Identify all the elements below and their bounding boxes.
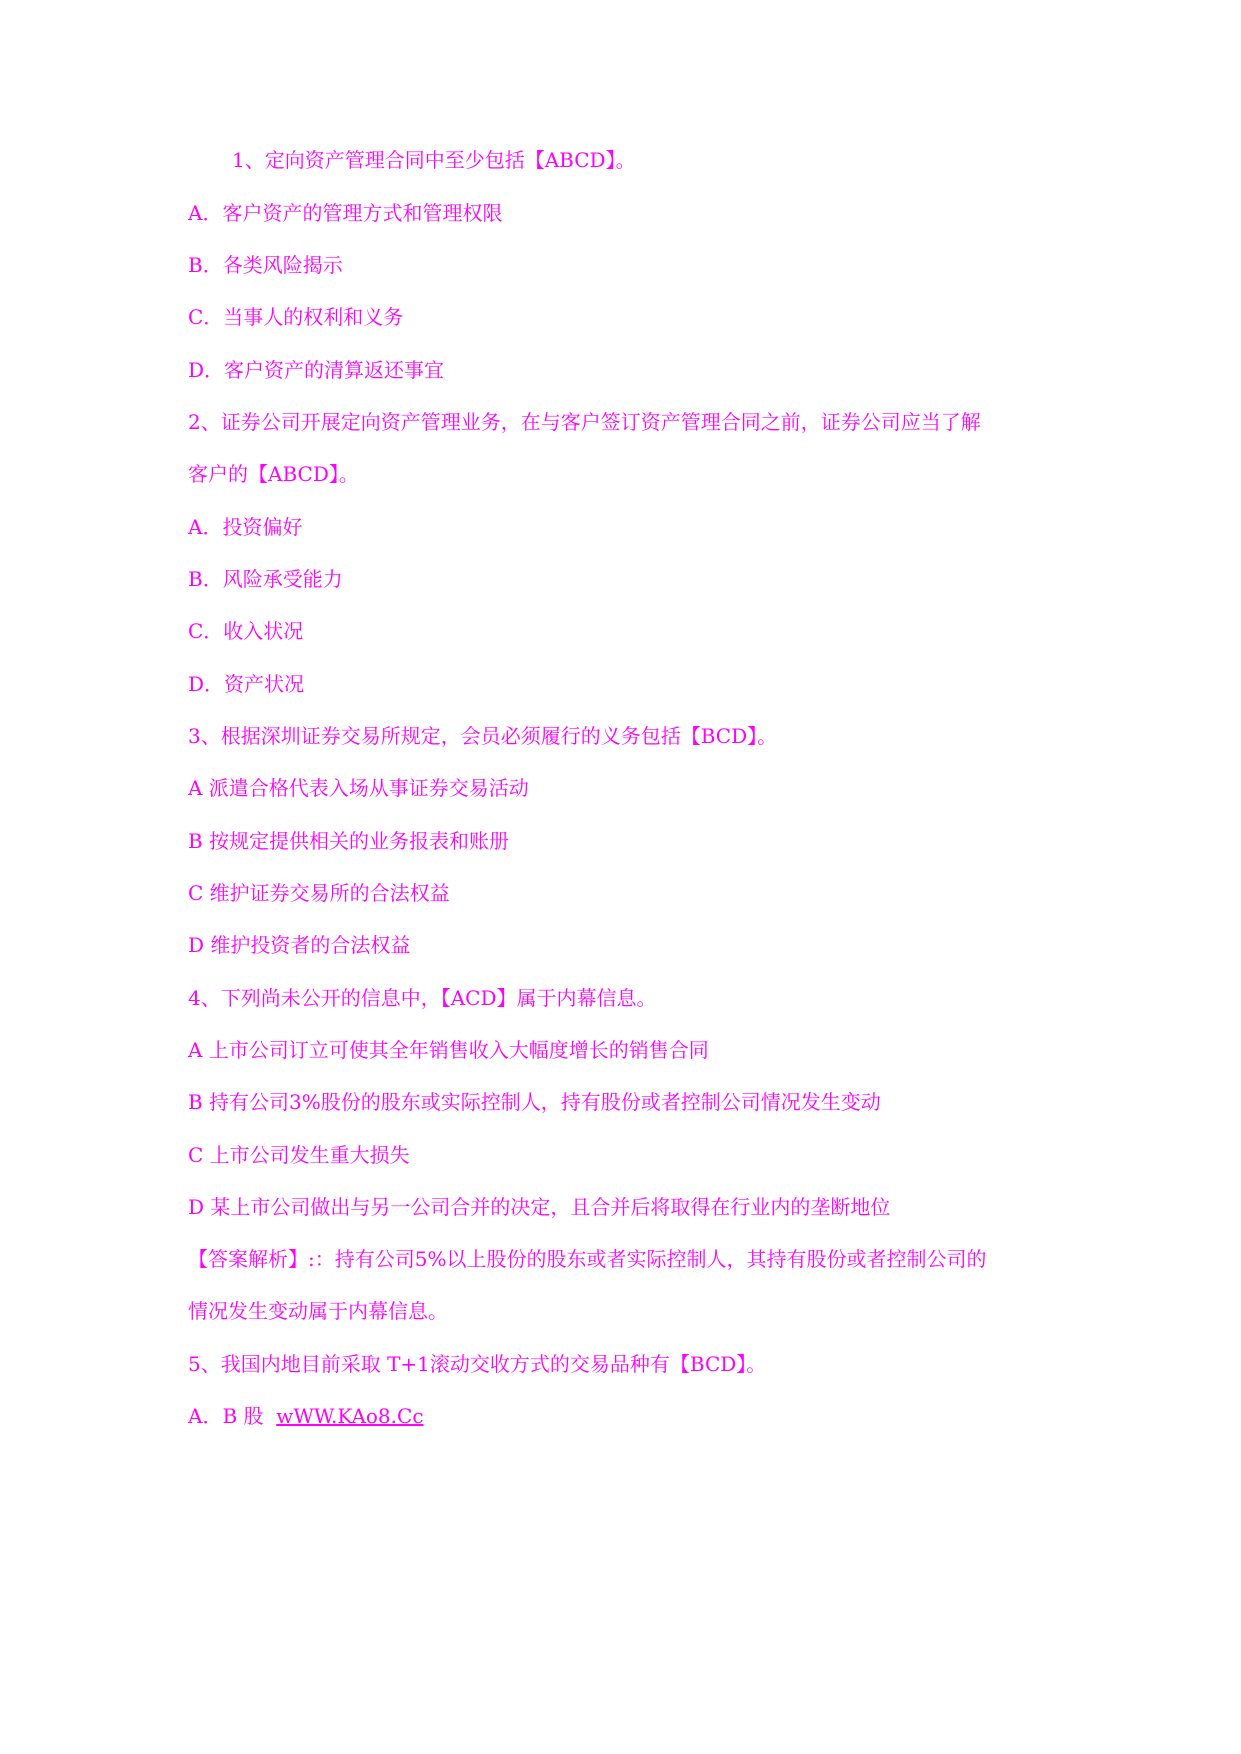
question-2-option-d: D．资产状况 bbox=[188, 672, 305, 696]
question-2-line-2: 客户的【ABCD】。 bbox=[188, 462, 359, 486]
question-4-option-c: C 上市公司发生重大损失 bbox=[188, 1143, 410, 1167]
question-3-option-b: B 按规定提供相关的业务报表和账册 bbox=[188, 829, 510, 853]
question-3-option-c: C 维护证券交易所的合法权益 bbox=[188, 881, 450, 905]
question-1-option-d: D．客户资产的清算返还事宜 bbox=[188, 358, 445, 382]
question-2-option-a: A．投资偏好 bbox=[188, 515, 303, 539]
question-2-option-c: C．收入状况 bbox=[188, 619, 304, 643]
question-4-option-a: A 上市公司订立可使其全年销售收入大幅度增长的销售合同 bbox=[188, 1038, 709, 1062]
question-5-option-a-label: A．B 股 bbox=[188, 1404, 264, 1428]
question-3-option-d: D 维护投资者的合法权益 bbox=[188, 933, 411, 957]
question-4: 4、下列尚未公开的信息中，【ACD】属于内幕信息。 bbox=[188, 986, 657, 1010]
question-4-option-b: B 持有公司3%股份的股东或实际控制人，持有股份或者控制公司情况发生变动 bbox=[188, 1090, 881, 1114]
question-4-analysis-line-2: 情况发生变动属于内幕信息。 bbox=[188, 1299, 448, 1323]
question-4-analysis-line-1: 【答案解析】:：持有公司5%以上股份的股东或者实际控制人，其持有股份或者控制公司的 bbox=[188, 1247, 987, 1271]
question-3-option-a: A 派遣合格代表入场从事证券交易活动 bbox=[188, 776, 529, 800]
question-2-line-1: 2、证券公司开展定向资产管理业务，在与客户签订资产管理合同之前，证券公司应当了解 bbox=[188, 410, 981, 434]
question-1: 1、定向资产管理合同中至少包括【ABCD】。 bbox=[232, 148, 636, 172]
question-5: 5、我国内地目前采取 T+1滚动交收方式的交易品种有【BCD】。 bbox=[188, 1352, 767, 1376]
question-2-option-b: B．风险承受能力 bbox=[188, 567, 343, 591]
question-3: 3、根据深圳证券交易所规定，会员必须履行的义务包括【BCD】。 bbox=[188, 724, 778, 748]
question-5-option-a bbox=[188, 1403, 424, 1429]
website-link[interactable]: wWW.KAo8.Cc bbox=[276, 1404, 424, 1428]
question-1-option-b: B．各类风险揭示 bbox=[188, 253, 343, 277]
question-4-option-d: D 某上市公司做出与另一公司合并的决定，且合并后将取得在行业内的垄断地位 bbox=[188, 1195, 891, 1219]
question-1-option-c: C．当事人的权利和义务 bbox=[188, 305, 404, 329]
question-1-option-a: A．客户资产的管理方式和管理权限 bbox=[188, 201, 503, 225]
